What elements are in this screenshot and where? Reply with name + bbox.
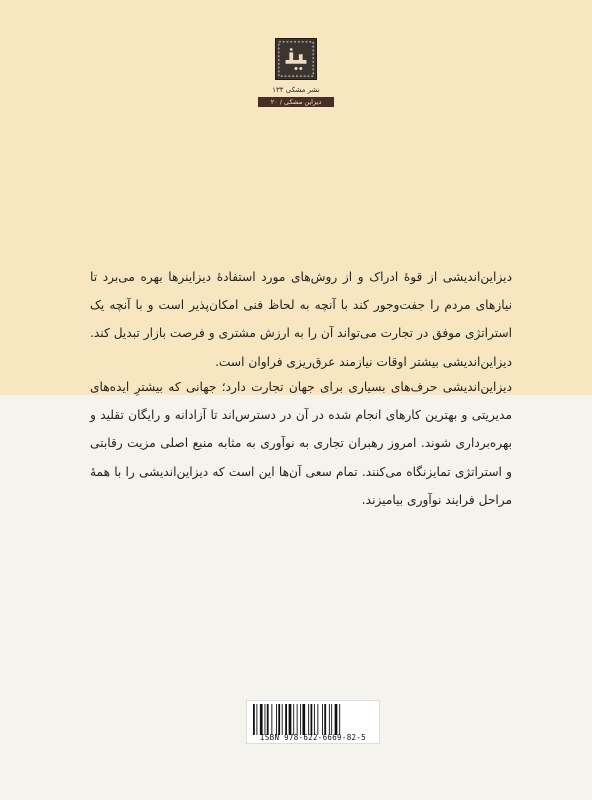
isbn-barcode (246, 700, 380, 744)
publisher-logo (275, 38, 317, 80)
back-cover-paragraph-2: دیزاین‌اندیشی حرف‌های بسیاری برای جهان تجارت دارد؛ جهانی که بیشترِ ایده‌های مدیریتی و بهترین کارهای انجام شده در آن در دسترس‌اند تا آزادانه و رایگان تقلید و بهره‌برداری شوند. امروز رهبران تجاری به نوآوری به مثابه منبع اصلی مزیت رقابتی و استراتژی تمایزنگاه می‌کنند. تمام سعی آن‌ها این است که دیزاین‌اندیشی را با همهٔ مراحل فرایند نوآوری بیامیزند. (90, 380, 512, 507)
publisher-collection-line: دیزاین مشکی / ۲۰ (258, 97, 334, 107)
back-cover-paragraph-1: دیزاین‌اندیشی از قوهٔ ادراک و از روش‌های مورد استفادهٔ دیزاینرها بهره می‌برد تا نیازهای مردم را جفت‌وجور کند با آنچه به لحاظ فنی امکان‌پذیر است و با آنچه یک استراتژی موفق در تجارت می‌تواند آن را به ارزش مشتری و فرصت بازار تبدیل کند. دیزاین‌اندیشی بیشتر اوقات نیازمند عرق‌ریزی فراوان است. (90, 270, 512, 369)
publisher-logo-icon (276, 39, 316, 79)
publisher-series-line: نشر مشکی ۱۳۴ (272, 86, 320, 94)
isbn-text: ISBN 978-622-6669-82-5 (260, 733, 366, 742)
barcode-icon (251, 704, 377, 735)
